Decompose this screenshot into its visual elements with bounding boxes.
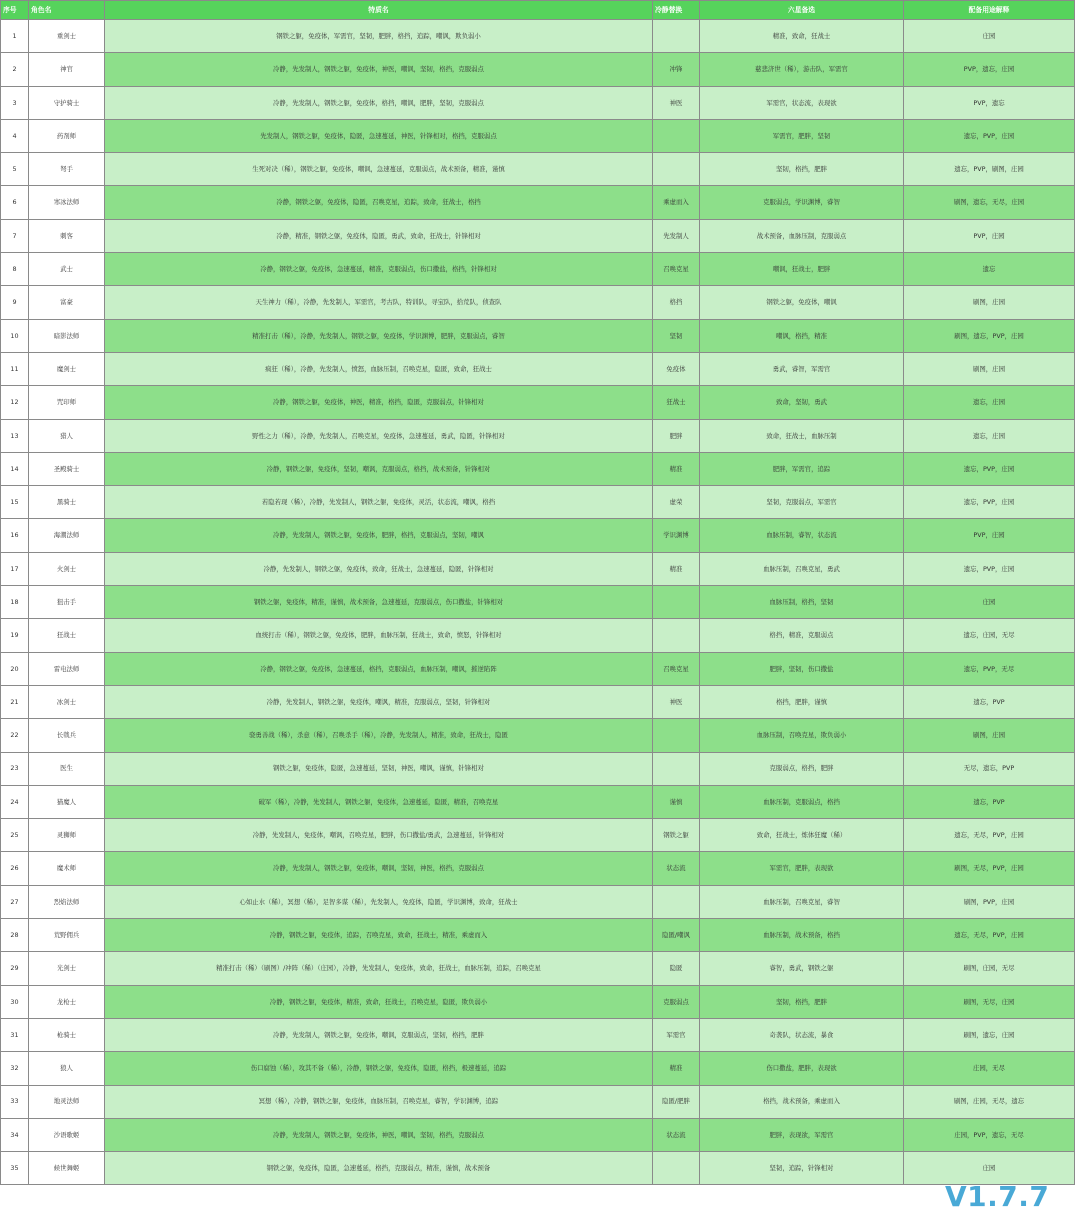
cell-traits: 钢铁之躯，免疫体，军需官，坚韧，肥胖，格挡，追踪，嘲讽，欺负弱小	[105, 20, 653, 53]
cell-name: 刺客	[29, 219, 105, 252]
cell-backup: 勇武，睿智，军需官	[700, 352, 904, 385]
cell-name: 荒野佣兵	[29, 919, 105, 952]
cell-seq: 5	[1, 153, 29, 186]
cell-replace	[653, 20, 700, 53]
cell-name: 富豪	[29, 286, 105, 319]
cell-backup: 克服弱点，学识渊博，睿智	[700, 186, 904, 219]
table-row	[1, 20, 1075, 53]
table-row	[1, 186, 1075, 219]
cell-name: 沙语歌姬	[29, 1118, 105, 1151]
cell-replace: 神医	[653, 685, 700, 718]
cell-traits: 疯狂（稀），冷静，先发制人，愤怒，血脉压制，召唤克星，隐匿，致命，狂战士	[105, 352, 653, 385]
table-row	[1, 153, 1075, 186]
table-row	[1, 1018, 1075, 1051]
table-row	[1, 785, 1075, 818]
cell-backup: 格挡，战术预备，乘虚而入	[700, 1085, 904, 1118]
header-row	[1, 1, 1075, 20]
cell-seq: 33	[1, 1085, 29, 1118]
cell-seq: 10	[1, 319, 29, 352]
cell-traits: 野性之力（稀），冷静，先发制人，召唤克星，免疫体，急速蔓延，勇武，隐匿，针锋相对	[105, 419, 653, 452]
cell-backup: 伤口撒盐，肥胖，表现欲	[700, 1052, 904, 1085]
cell-usage: 刷图，庄园	[904, 286, 1075, 319]
cell-traits: 若隐若现（稀），冷静，先发制人，钢铁之躯，免疫体，灵活，状态流，嘲讽，格挡	[105, 486, 653, 519]
cell-traits: 冷静，先发制人，钢铁之躯，免疫体，嘲讽，坚韧，神医，格挡，克服弱点	[105, 852, 653, 885]
table-row	[1, 53, 1075, 86]
cell-name: 雷电法师	[29, 652, 105, 685]
table-row	[1, 552, 1075, 585]
cell-name: 魔剑士	[29, 352, 105, 385]
cell-backup: 格挡，肥胖，谨慎	[700, 685, 904, 718]
cell-traits: 冷静，先发制人，钢铁之躯，免疫体，肥胖，格挡，克服弱点，坚韧，嘲讽	[105, 519, 653, 552]
cell-name: 长戟兵	[29, 719, 105, 752]
cell-traits: 冷静，先发制人，钢铁之躯，免疫体，嘲讽，精准，克服弱点，坚韧，针锋相对	[105, 685, 653, 718]
cell-replace: 精准	[653, 1052, 700, 1085]
table-row	[1, 1085, 1075, 1118]
header-backup: 六星备选	[700, 1, 904, 20]
cell-backup: 坚韧，格挡，肥胖	[700, 985, 904, 1018]
table-row	[1, 519, 1075, 552]
cell-traits: 血统打击（稀），钢铁之躯，免疫体，肥胖，血脉压制，狂战士，致命，愤怒，针锋相对	[105, 619, 653, 652]
cell-replace: 军需官	[653, 1018, 700, 1051]
cell-backup: 致命，狂战士，炼体狂魔（稀）	[700, 819, 904, 852]
cell-name: 黑骑士	[29, 486, 105, 519]
cell-seq: 20	[1, 652, 29, 685]
cell-usage: 遗忘，PVP，刷图，庄园	[904, 153, 1075, 186]
cell-backup: 格挡，精准，克服弱点	[700, 619, 904, 652]
table-row	[1, 1152, 1075, 1185]
cell-usage: 刷图，遗忘，无尽，庄园	[904, 186, 1075, 219]
cell-usage: 刷图，PVP，庄园	[904, 885, 1075, 918]
cell-traits: 先发制人，钢铁之躯，免疫体，隐匿，急速蔓延，神医，针锋相对，格挡，克服弱点	[105, 119, 653, 152]
cell-usage: 庄园	[904, 1152, 1075, 1185]
cell-usage: PVP，庄园	[904, 219, 1075, 252]
cell-seq: 11	[1, 352, 29, 385]
cell-name: 狙击手	[29, 586, 105, 619]
cell-usage: 庄园	[904, 586, 1075, 619]
cell-traits: 冷静，钢铁之躯，免疫体，急速蔓延，精准，克服弱点，伤口撒盐，格挡，针锋相对	[105, 253, 653, 286]
cell-replace: 隐匿/肥胖	[653, 1085, 700, 1118]
table-row	[1, 719, 1075, 752]
cell-backup: 肥胖，坚韧，伤口撒盐	[700, 652, 904, 685]
table-row	[1, 819, 1075, 852]
cell-usage: 刷图，庄园，无尽，遗忘	[904, 1085, 1075, 1118]
header-seq: 序号	[1, 1, 29, 20]
table-row	[1, 985, 1075, 1018]
cell-seq: 32	[1, 1052, 29, 1085]
cell-replace: 召唤克星	[653, 652, 700, 685]
cell-seq: 22	[1, 719, 29, 752]
table-row	[1, 86, 1075, 119]
cell-seq: 21	[1, 685, 29, 718]
cell-backup: 肥胖，军需官，追踪	[700, 452, 904, 485]
cell-backup: 血脉压制，克服弱点，格挡	[700, 785, 904, 818]
cell-name: 狂战士	[29, 619, 105, 652]
cell-traits: 冷静，钢铁之躯，免疫体，急速蔓延，格挡，克服弱点，血脉压制，嘲讽，摧逆陷阵	[105, 652, 653, 685]
cell-usage: 刷图，庄园，无尽	[904, 952, 1075, 985]
cell-backup: 克服弱点，格挡，肥胖	[700, 752, 904, 785]
table-row	[1, 486, 1075, 519]
cell-replace	[653, 153, 700, 186]
cell-traits: 钢铁之躯，免疫体，隐匿，急速蔓延，坚韧，神医，嘲讽，谨慎，针锋相对	[105, 752, 653, 785]
cell-seq: 16	[1, 519, 29, 552]
cell-name: 烈焰法师	[29, 885, 105, 918]
table-row	[1, 419, 1075, 452]
cell-backup: 睿智，勇武，钢铁之躯	[700, 952, 904, 985]
cell-name: 武士	[29, 253, 105, 286]
cell-seq: 7	[1, 219, 29, 252]
cell-name: 重剑士	[29, 20, 105, 53]
cell-seq: 35	[1, 1152, 29, 1185]
cell-replace: 隐匿	[653, 952, 700, 985]
cell-seq: 34	[1, 1118, 29, 1151]
cell-traits: 生死对决（稀），钢铁之躯，免疫体，嘲讽，急速蔓延，克服弱点，战术预备，精准，谨慎	[105, 153, 653, 186]
cell-seq: 6	[1, 186, 29, 219]
cell-traits: 冷静，钢铁之躯，免疫体，坚韧，嘲讽，克服弱点，格挡，战术预备，针锋相对	[105, 452, 653, 485]
cell-seq: 8	[1, 253, 29, 286]
table-row	[1, 952, 1075, 985]
cell-seq: 24	[1, 785, 29, 818]
cell-replace: 坚韧	[653, 319, 700, 352]
cell-backup: 精准，致命，狂战士	[700, 20, 904, 53]
cell-backup: 致命，狂战士，血脉压制	[700, 419, 904, 452]
cell-backup: 钢铁之躯，免疫体，嘲讽	[700, 286, 904, 319]
table-row	[1, 652, 1075, 685]
cell-replace: 虚荣	[653, 486, 700, 519]
cell-traits: 天生神力（稀），冷静，先发制人，军需官，考古队，特训队，寻宝队，拾荒队，侦查队	[105, 286, 653, 319]
cell-seq: 31	[1, 1018, 29, 1051]
cell-seq: 25	[1, 819, 29, 852]
cell-traits: 破军（稀），冷静，先发制人，钢铁之躯，免疫体，急速蔓延，隐匿，精准，召唤克星	[105, 785, 653, 818]
table-row	[1, 219, 1075, 252]
table-row	[1, 319, 1075, 352]
cell-name: 医生	[29, 752, 105, 785]
cell-traits: 冷静，钢铁之躯，免疫体，精准，致命，狂战士，召唤克星，隐匿，欺负弱小	[105, 985, 653, 1018]
table-row	[1, 386, 1075, 419]
cell-replace: 狂战士	[653, 386, 700, 419]
cell-name: 猎人	[29, 419, 105, 452]
cell-usage: 刷图，无尽，PVP，庄园	[904, 852, 1075, 885]
cell-usage: 遗忘，PVP，庄园	[904, 486, 1075, 519]
cell-replace	[653, 1152, 700, 1185]
table-body	[1, 20, 1075, 1185]
cell-usage: 刷图，无尽，庄园	[904, 985, 1075, 1018]
cell-traits: 冷静，先发制人，钢铁之躯，免疫体，致命，狂战士，急速蔓延，隐匿，针锋相对	[105, 552, 653, 585]
table-row	[1, 685, 1075, 718]
cell-name: 枪骑士	[29, 1018, 105, 1051]
table-row	[1, 752, 1075, 785]
cell-usage: 遗忘，PVP，庄园	[904, 452, 1075, 485]
cell-traits: 精准打击（稀），冷静，先发制人，钢铁之躯，免疫体，学识渊博，肥胖，克服弱点，睿智	[105, 319, 653, 352]
table-row	[1, 619, 1075, 652]
cell-usage: PVP，遗忘	[904, 86, 1075, 119]
cell-backup: 肥胖，表现欲，军需官	[700, 1118, 904, 1151]
table-row	[1, 452, 1075, 485]
cell-usage: 遗忘，庄园	[904, 386, 1075, 419]
cell-usage: 遗忘，PVP	[904, 785, 1075, 818]
cell-traits: 冷静，钢铁之躯，免疫体，追踪，召唤克星，致命，狂战士，精准，乘虚而入	[105, 919, 653, 952]
cell-usage: 遗忘，PVP，庄园	[904, 119, 1075, 152]
header-replace: 冷静替换	[653, 1, 700, 20]
table-row	[1, 586, 1075, 619]
cell-traits: 钢铁之躯，免疫体，精准，谨慎，战术预备，急速蔓延，克服弱点，伤口撒盐，针锋相对	[105, 586, 653, 619]
cell-traits: 冥想（稀），冷静，钢铁之躯，免疫体，血脉压制，召唤克星，睿智，学识渊博，追踪	[105, 1085, 653, 1118]
cell-traits: 钢铁之躯，免疫体，隐匿，急速蔓延，格挡，克服弱点，精准，谨慎，战术预备	[105, 1152, 653, 1185]
cell-backup: 军需官，肥胖，坚韧	[700, 119, 904, 152]
cell-name: 候世舞姬	[29, 1152, 105, 1185]
cell-backup: 血脉压制，睿智，状态流	[700, 519, 904, 552]
version-label: V1.7.7	[945, 1180, 1050, 1213]
cell-replace: 状态流	[653, 1118, 700, 1151]
cell-seq: 3	[1, 86, 29, 119]
cell-usage: 刷图，遗忘，庄园	[904, 1018, 1075, 1051]
cell-replace: 格挡	[653, 286, 700, 319]
table-row	[1, 352, 1075, 385]
cell-seq: 29	[1, 952, 29, 985]
cell-replace: 谨慎	[653, 785, 700, 818]
cell-usage: 刷图，庄园	[904, 352, 1075, 385]
cell-usage: 遗忘，PVP，无尽	[904, 652, 1075, 685]
cell-backup: 坚韧，追踪，针锋相对	[700, 1152, 904, 1185]
cell-seq: 28	[1, 919, 29, 952]
cell-replace: 先发制人	[653, 219, 700, 252]
cell-replace	[653, 885, 700, 918]
cell-usage: 庄园	[904, 20, 1075, 53]
cell-name: 地灵法师	[29, 1085, 105, 1118]
cell-backup: 血脉压制，召唤克星，勇武	[700, 552, 904, 585]
table-row	[1, 1118, 1075, 1151]
cell-traits: 心如止水（稀），冥想（稀），足智多谋（稀），先发制人，免疫体，隐匿，学识渊博，致命，狂战士	[105, 885, 653, 918]
cell-replace	[653, 119, 700, 152]
cell-name: 魔术师	[29, 852, 105, 885]
cell-backup: 嘲讽，狂战士，肥胖	[700, 253, 904, 286]
cell-usage: 遗忘，PVP，庄园	[904, 552, 1075, 585]
cell-replace: 隐匿/嘲讽	[653, 919, 700, 952]
cell-replace	[653, 586, 700, 619]
cell-seq: 2	[1, 53, 29, 86]
cell-usage: 刷图，庄园	[904, 719, 1075, 752]
cell-traits: 冷静，钢铁之躯，免疫体，神医，精准，格挡，隐匿，克服弱点，针锋相对	[105, 386, 653, 419]
header-usage: 配备用途解释	[904, 1, 1075, 20]
cell-backup: 坚韧，格挡，肥胖	[700, 153, 904, 186]
cell-backup: 血脉压制，召唤克星，欺负弱小	[700, 719, 904, 752]
cell-usage: PVP，庄园	[904, 519, 1075, 552]
cell-replace	[653, 719, 700, 752]
table-row	[1, 885, 1075, 918]
cell-seq: 17	[1, 552, 29, 585]
cell-replace: 钢铁之躯	[653, 819, 700, 852]
table-row	[1, 919, 1075, 952]
cell-name: 寒冰法师	[29, 186, 105, 219]
cell-traits: 冷静，钢铁之躯，免疫体，隐匿，召唤克星，追踪，致命，狂战士，格挡	[105, 186, 653, 219]
cell-seq: 14	[1, 452, 29, 485]
cell-backup: 嘲讽，格挡，精准	[700, 319, 904, 352]
cell-traits: 伤口腐蚀（稀），攻其不备（稀），冷静，钢铁之躯，免疫体，隐匿，格挡，极速蔓延，追踪	[105, 1052, 653, 1085]
cell-traits: 冷静，先发制人，免疫体，嘲讽，召唤克星，肥胖，伤口撒盐/勇武，急速蔓延，针锋相对	[105, 819, 653, 852]
cell-name: 灵狮师	[29, 819, 105, 852]
cell-usage: 遗忘，庄园，无尽	[904, 619, 1075, 652]
cell-seq: 9	[1, 286, 29, 319]
cell-backup: 慈悲济世（稀），游击队，军需官	[700, 53, 904, 86]
cell-usage: 遗忘，PVP	[904, 685, 1075, 718]
cell-usage: 遗忘，无尽，PVP，庄园	[904, 819, 1075, 852]
table-row	[1, 253, 1075, 286]
cell-name: 咒印师	[29, 386, 105, 419]
cell-seq: 26	[1, 852, 29, 885]
cell-usage: 遗忘，无尽，PVP，庄园	[904, 919, 1075, 952]
cell-name: 龙枪士	[29, 985, 105, 1018]
table-row	[1, 119, 1075, 152]
cell-traits: 冷静，先发制人，钢铁之躯，免疫体，神医，嘲讽，坚韧，格挡，克服弱点	[105, 53, 653, 86]
cell-replace: 神医	[653, 86, 700, 119]
cell-seq: 18	[1, 586, 29, 619]
cell-name: 海潮法师	[29, 519, 105, 552]
table-row	[1, 1052, 1075, 1085]
cell-backup: 血脉压制，格挡，坚韧	[700, 586, 904, 619]
cell-seq: 27	[1, 885, 29, 918]
cell-seq: 1	[1, 20, 29, 53]
cell-traits: 冷静，先发制人，钢铁之躯，免疫体，神医，嘲讽，坚韧，格挡，克服弱点	[105, 1118, 653, 1151]
cell-usage: 遗忘	[904, 253, 1075, 286]
header-traits: 特质名	[105, 1, 653, 20]
cell-usage: 庄园，无尽	[904, 1052, 1075, 1085]
cell-name: 守护骑士	[29, 86, 105, 119]
cell-replace	[653, 752, 700, 785]
cell-traits: 精准打击（稀）（刷图）/冲阵（稀）（庄园），冷静，先发制人，免疫体，致命，狂战士，血脉压制，追踪，召唤克星	[105, 952, 653, 985]
cell-replace: 精准	[653, 552, 700, 585]
cell-seq: 4	[1, 119, 29, 152]
cell-usage: PVP，遗忘，庄园	[904, 53, 1075, 86]
cell-traits: 冷静，先发制人，钢铁之躯，免疫体，嘲讽，克服弱点，坚韧，格挡，肥胖	[105, 1018, 653, 1051]
header-name: 角色名	[29, 1, 105, 20]
cell-name: 神官	[29, 53, 105, 86]
cell-name: 圣殿骑士	[29, 452, 105, 485]
cell-usage: 刷图，遗忘，PVP，庄园	[904, 319, 1075, 352]
cell-backup: 致命，坚韧，勇武	[700, 386, 904, 419]
cell-backup: 军需官，状态流，表现欲	[700, 86, 904, 119]
cell-backup: 战术预备，血脉压制，克服弱点	[700, 219, 904, 252]
table-row	[1, 852, 1075, 885]
cell-replace: 克服弱点	[653, 985, 700, 1018]
cell-usage: 遗忘，庄园	[904, 419, 1075, 452]
cell-backup: 军需官，肥胖，表现欲	[700, 852, 904, 885]
cell-name: 弩手	[29, 153, 105, 186]
cell-replace: 免疫体	[653, 352, 700, 385]
cell-seq: 12	[1, 386, 29, 419]
cell-replace: 召唤克星	[653, 253, 700, 286]
cell-usage: 无尽，遗忘，PVP	[904, 752, 1075, 785]
cell-seq: 13	[1, 419, 29, 452]
cell-backup: 血脉压制，召唤克星，睿智	[700, 885, 904, 918]
cell-replace	[653, 619, 700, 652]
table-row	[1, 286, 1075, 319]
cell-replace: 学识渊博	[653, 519, 700, 552]
cell-replace: 乘虚而入	[653, 186, 700, 219]
cell-seq: 30	[1, 985, 29, 1018]
cell-usage: 庄园，PVP，遗忘，无尽	[904, 1118, 1075, 1151]
cell-traits: 骁勇善战（稀），杀意（稀），召唤杀手（稀），冷静，先发制人，精准，致命，狂战士，隐匿	[105, 719, 653, 752]
cell-name: 暗影法师	[29, 319, 105, 352]
cell-name: 猫魔人	[29, 785, 105, 818]
cell-name: 冰剑士	[29, 685, 105, 718]
cell-replace: 状态流	[653, 852, 700, 885]
cell-backup: 血脉压制，战术预备，格挡	[700, 919, 904, 952]
cell-name: 火剑士	[29, 552, 105, 585]
cell-replace: 精准	[653, 452, 700, 485]
cell-replace: 肥胖	[653, 419, 700, 452]
cell-seq: 23	[1, 752, 29, 785]
cell-seq: 19	[1, 619, 29, 652]
cell-traits: 冷静，先发制人，钢铁之躯，免疫体，格挡，嘲讽，肥胖，坚韧，克服弱点	[105, 86, 653, 119]
cell-seq: 15	[1, 486, 29, 519]
cell-traits: 冷静，精准，钢铁之躯，免疫体，隐匿，勇武，致命，狂战士，针锋相对	[105, 219, 653, 252]
cell-replace: 冲锋	[653, 53, 700, 86]
cell-backup: 奇袭队，状态流，暴食	[700, 1018, 904, 1051]
cell-name: 狼人	[29, 1052, 105, 1085]
cell-backup: 坚韧，克服弱点，军需官	[700, 486, 904, 519]
cell-name: 光剑士	[29, 952, 105, 985]
cell-name: 药剂师	[29, 119, 105, 152]
